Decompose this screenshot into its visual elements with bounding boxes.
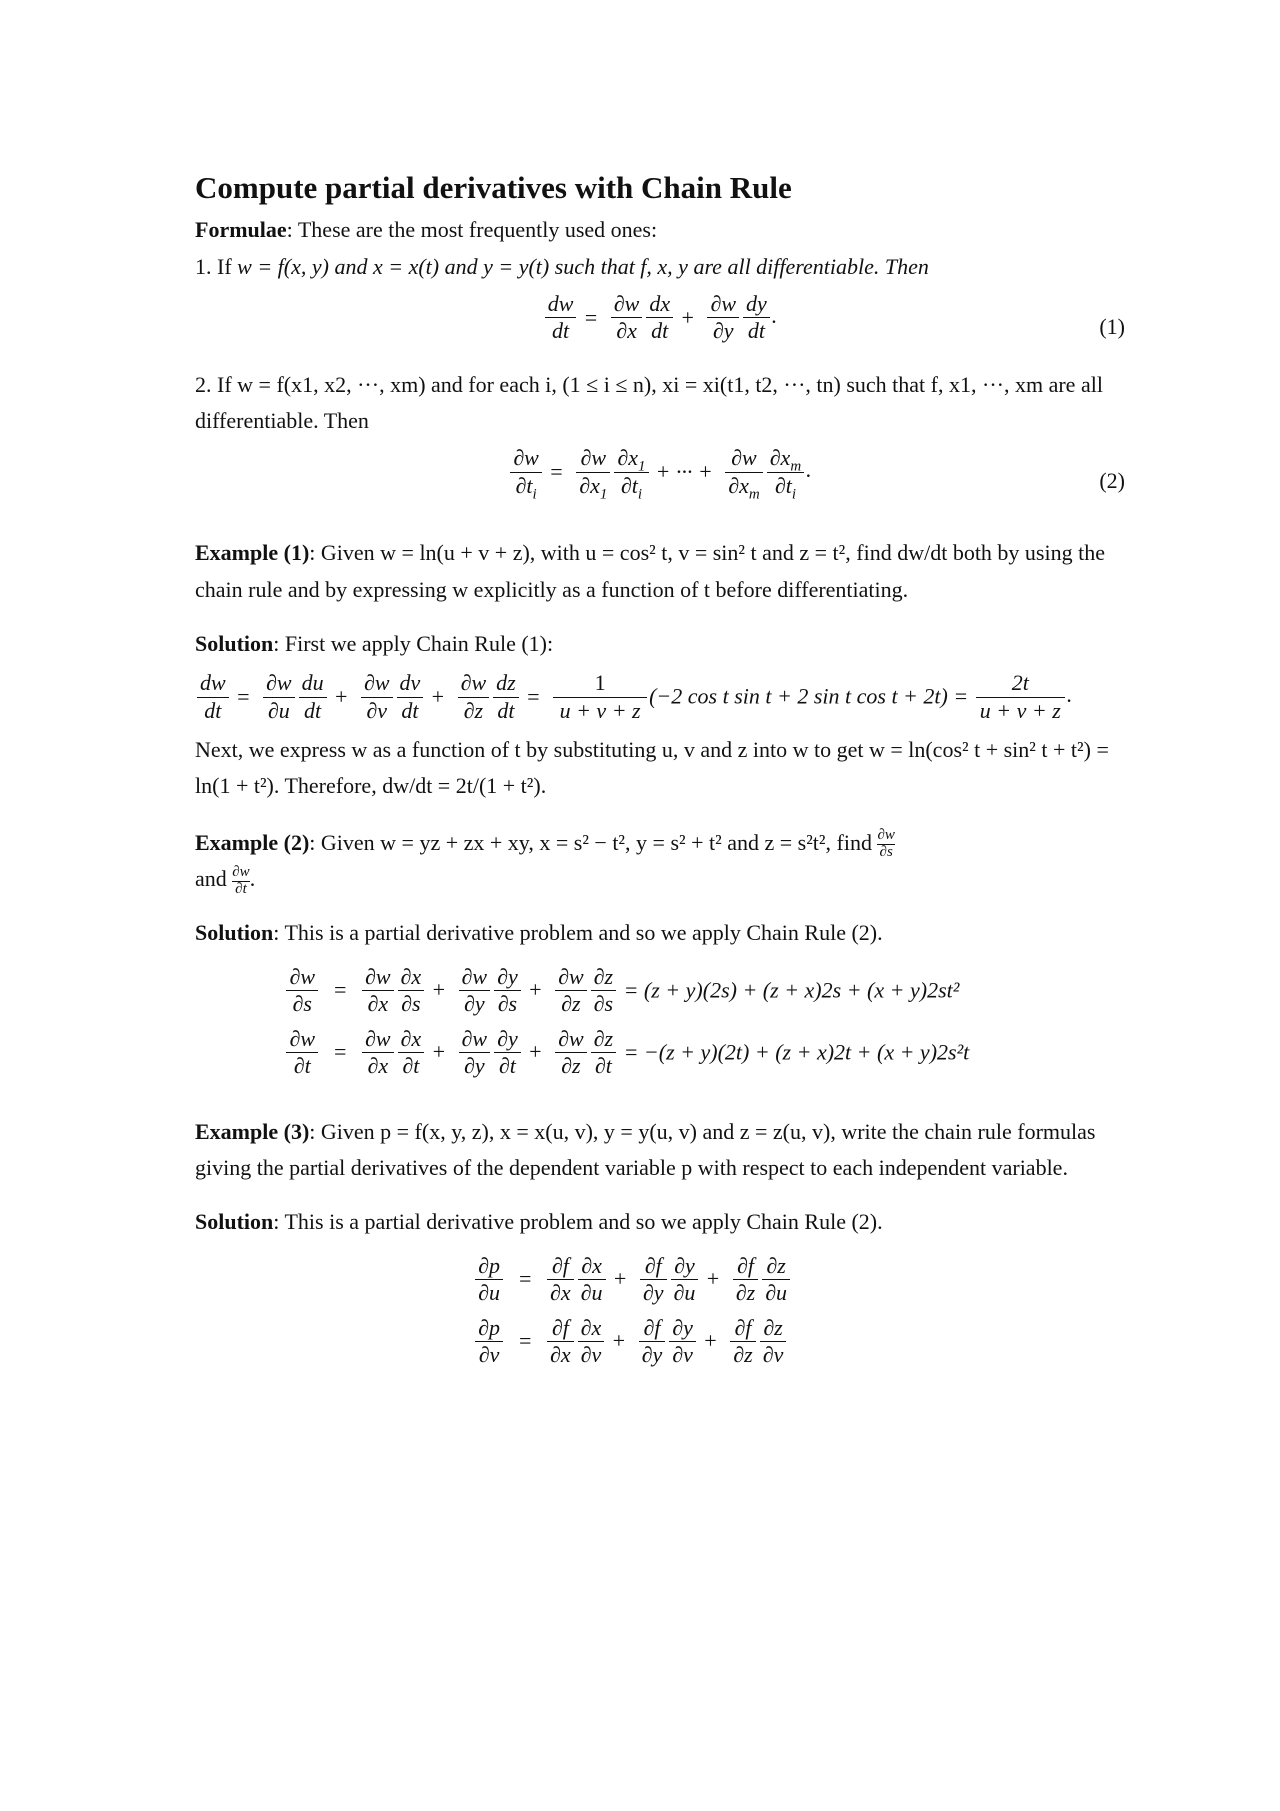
example2-and: and xyxy=(195,866,227,892)
example2-row-t: $\frac{\partial w}{\partial t}$ = $\frac{\partial w}{\partial x}$ $\frac{\partial x}{\partial t}$ + $\frac{\partial w}{\partial y}$ $\frac{\partial y}{\partial t}$ + $\frac{\partial w}{\partial z}$ $\frac{\partial z}{\partial t}$ = −(z + y)(2t) + (z + x)2t + (x + y)2s²t xyxy=(195,1022,1125,1084)
example1-solution-text: : First we apply Chain Rule (1): xyxy=(273,631,554,657)
example2-statement: Example (2): Given w = yz + zx + xy, x = s² − t², y = s² + t² and z = s²t², find $\frac{\partial w}{\partial s}$ and $\frac{\partial w}{\partial t}$ . xyxy=(195,827,895,897)
example2-text: : Given w = yz + zx + xy, x = s² − t², y = s² + t² and z = s²t², find xyxy=(309,829,872,855)
formulae-label: Formulae xyxy=(195,217,287,243)
example1-label: Example (1) xyxy=(195,540,310,566)
example3-solution-text: : This is a partial derivative problem and so we apply Chain Rule (2). xyxy=(273,1209,883,1235)
example3-statement xyxy=(195,1114,1125,1187)
page-title: Compute partial derivatives with Chain Rule xyxy=(195,170,792,205)
document-page xyxy=(195,140,1125,1373)
example2-equations xyxy=(195,960,1125,1084)
example3-row-v: $\frac{\partial p}{\partial v}$ = $\frac{\partial f}{\partial x}$ $\frac{\partial x}{\partial v}$ + $\frac{\partial f}{\partial y}$ $\frac{\partial y}{\partial v}$ + $\frac{\partial f}{\partial z}$ $\frac{\partial z}{\partial v}$ xyxy=(445,1311,1125,1373)
example3-text: : Given p = f(x, y, z), x = x(u, v), y = y(u, v) and z = z(u, v), write the chain rule formulas giving the partial derivatives of the dependent variable p with respect to each independent variable. xyxy=(195,1118,1096,1180)
example1-next: Next, we express w as a function of t by substituting u, v and z into w to get w = ln(cos² t + sin² t + t²) = ln(1 + t²). Therefore, dw/dt = 2t/(1 + t²). xyxy=(195,737,1109,799)
rule2-text: 2. If w = f(x1, x2, ···, xm) and for each i, (1 ≤ i ≤ n), xi = xi(t1, t2, ···, tn) such that f, x1, ···, xm are all differentiable. Then xyxy=(195,371,1103,434)
example2-rhs-s: = (z + y)(2s) + (z + x)2s + (x + y)2st² xyxy=(623,977,960,1003)
example3-equations xyxy=(445,1249,1125,1373)
example2-solution-intro xyxy=(195,915,1125,951)
rule1-body: w = f(x, y) and x = x(t) and y = y(t) such that f, x, y are all differentiable. Then xyxy=(237,253,929,279)
example3-row-u: $\frac{\partial p}{\partial u}$ = $\frac{\partial f}{\partial x}$ $\frac{\partial x}{\partial u}$ + $\frac{\partial f}{\partial y}$ $\frac{\partial y}{\partial u}$ + $\frac{\partial f}{\partial z}$ $\frac{\partial z}{\partial u}$ xyxy=(445,1249,1125,1311)
example2-solution-text: : This is a partial derivative problem and so we apply Chain Rule (2). xyxy=(273,920,883,946)
formulae-intro-text: : These are the most frequently used ones: xyxy=(286,217,658,243)
example2-rhs-t: = −(z + y)(2t) + (z + x)2t + (x + y)2s²t xyxy=(623,1039,970,1065)
example2-label: Example (2) xyxy=(195,829,310,855)
example1-text: : Given w = ln(u + v + z), with u = cos² t, v = sin² t and z = t², find dw/dt both by using the chain rule and by expressing w explicitly as a function of t before differentiating. xyxy=(195,540,1105,602)
equation-2-number: (2) xyxy=(1099,468,1125,494)
example3-solution-label: Solution xyxy=(195,1209,274,1235)
formulae-intro xyxy=(195,212,1125,248)
rule1-prefix: 1. If xyxy=(195,253,238,279)
rule1-text xyxy=(195,249,1125,285)
example2-row-s: $\frac{\partial w}{\partial s}$ = $\frac{\partial w}{\partial x}$ $\frac{\partial x}{\partial s}$ + $\frac{\partial w}{\partial y}$ $\frac{\partial y}{\partial s}$ + $\frac{\partial w}{\partial z}$ $\frac{\partial z}{\partial s}$ = (z + y)(2s) + (z + x)2s + (x + y)2st² xyxy=(195,960,1125,1022)
example1-solution-label: Solution xyxy=(195,631,274,657)
example3-solution-intro xyxy=(195,1204,1125,1240)
example1-chain-equation: $\frac{dw}{dt}$ = $\frac{\partial w}{\partial u}$ $\frac{du}{dt}$ + $\frac{\partial w}{\partial v}$ $\frac{dv}{dt}$ + $\frac{\partial w}{\partial z}$ $\frac{dz}{dt}$ = $\frac{1}{u + v + z}$ (−2 cos t sin t + 2 sin t cos t + 2t) = $\frac{2t}{u + v + z}$ . xyxy=(195,670,1125,724)
equation-2: $\frac{\partial w}{\partial t_i}$ = $\frac{\partial w}{\partial x_1}$ $\frac{\partial x_1}{\partial t_i}$ + ··· + $\frac{\partial w}{\partial x_m}$ $\frac{\partial x_m}{\partial t_i}$ . (2) xyxy=(195,445,1125,515)
example1-solution-intro xyxy=(195,626,1125,662)
example3-label: Example (3) xyxy=(195,1118,310,1144)
example2-solution-label: Solution xyxy=(195,920,274,946)
equation-1: $\frac{dw}{dt}$ = $\frac{\partial w}{\partial x}$ $\frac{dx}{dt}$ + $\frac{\partial w}{\partial y}$ $\frac{dy}{dt}$ . (1) xyxy=(195,291,1125,361)
equation-1-number: (1) xyxy=(1099,313,1125,339)
example1-middle: (−2 cos t sin t + 2 sin t cos t + 2t) = xyxy=(649,684,969,710)
example1-statement xyxy=(195,535,1125,608)
